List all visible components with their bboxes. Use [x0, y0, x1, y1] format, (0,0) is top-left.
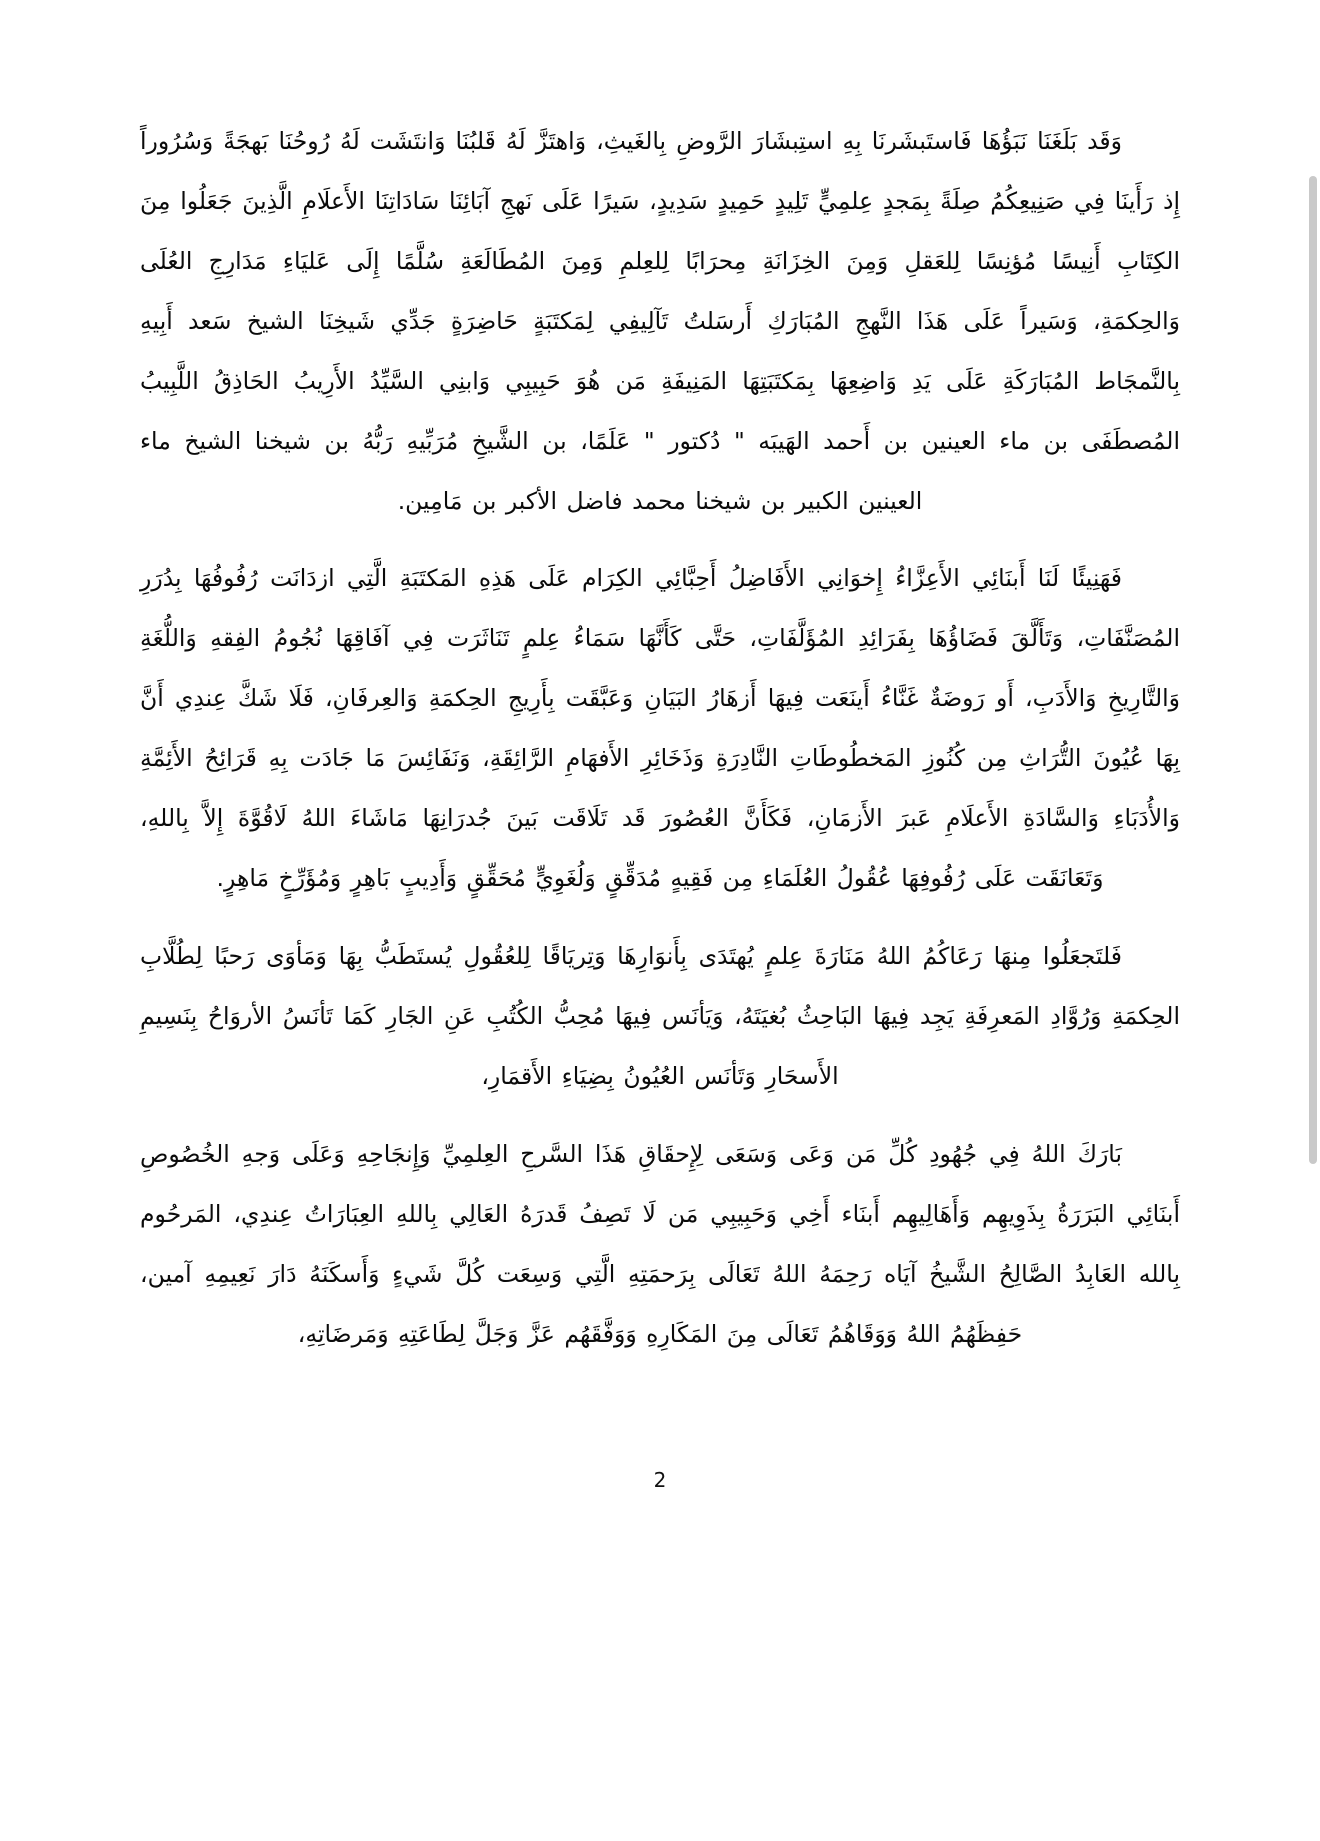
page-number: 2 — [653, 1468, 667, 1492]
vertical-scrollbar[interactable] — [1306, 0, 1320, 1841]
page-body — [140, 112, 1180, 1382]
paragraph-1: وَقَد بَلَغَنَا نَبَؤُهَا فَاستَبشَرنَا بِهِ استِبشَارَ الرَّوضِ بِالغَيثِ، وَاهتَزَّ لَهُ قَلبُنَا وَانتَشَت لَهُ رُوحُنَا بَهجَةً وَسُرُوراً إِذ رَأَينَا فِي صَنِيعِكُمُ صِلَةً بِمَجدٍ عِلمِيٍّ تَلِيدٍ حَمِيدٍ سَدِيدٍ، سَيرًا عَلَى نَهجِ آبَائِنَا سَادَاتِنَا الأَعلَامِ الَّذِينَ جَعَلُوا مِنَ الكِتَابِ أَنِيسًا مُؤنِسًا لِلعَقلِ وَمِنَ الخِزَانَةِ مِحرَابًا لِلعِلمِ وَمِنَ المُطَالَعَةِ سُلَّمًا إِلَى عَليَاءِ مَدَارِجِ العُلَى وَالحِكمَةِ، وَسَيراً عَلَى هَذَا النَّهجِ المُبَارَكِ أَرسَلتُ تَآلِيفِي لِمَكتَبَةٍ حَاضِرَةٍ جَدِّي شَيخِنَا الشيخ سَعد أَبِيهِ بِالنَّمجَاط المُبَارَكَةِ عَلَى يَدِ وَاضِعِهَا بِمَكتَبَتِهَا المَنِيفَةِ مَن هُوَ حَبِيبِي وَابنِي السَّيِّدُ الأَرِيبُ الحَاذِقُ اللَّبِيبُ المُصطَفَى بن ماء العينين بن أَحمد الهَيبَه " دُكتور " عَلَمًا، بن الشَّيخِ مُرَبِّيهِ رَبُّهُ بن شيخنا الشيخ ماء العينين الكبير بن شيخنا محمد فاضل الأكبر بن مَامِين. — [140, 127, 1180, 515]
scrollbar-thumb[interactable] — [1309, 176, 1317, 1164]
paragraph-3: فَلتَجعَلُوا مِنهَا رَعَاكُمُ اللهُ مَنَارَةَ عِلمٍ يُهتَدَى بِأَنوَارِهَا وَتِريَاقًا لِلعُقُولِ يُستَطَبُّ بِهَا وَمَأوَى رَحبًا لِطُلَّابِ الحِكمَةِ وَرُوَّادِ المَعرِفَةِ يَجِد فِيهَا البَاحِثُ بُغيَتَهُ، وَيَأنَس فِيهَا مُحِبُّ الكُتُبِ عَنِ الجَارِ كَمَا تَأنَسُ الأروَاحُ بِنَسِيمِ الأَسحَارِ وَتَأنَس العُيُونُ بِضِيَاءِ الأَقمَارِ، — [140, 941, 1180, 1090]
paragraph-4: بَارَكَ اللهُ فِي جُهُودِ كُلِّ مَن وَعَى وَسَعَى لِإِحقَاقِ هَذَا السَّرحِ العِلمِيِّ وَإِنجَاحِهِ وَعَلَى وَجهِ الخُصُوصِ أَبنَائِي البَرَرَةُ بِذَوِيهِم وَأَهَالِيهِم أَبنَاء أَخِي وَحَبِيبِي مَن لَا تَصِفُ قَدرَهُ العَالِي بِاللهِ العِبَارَاتُ عِندِي، المَرحُوم بِالله العَابِدُ الصَّالِحُ الشَّيخُ آيَاه رَحِمَهُ اللهُ تَعَالَى بِرَحمَتِهِ الَّتِي وَسِعَت كُلَّ شَيءٍ وَأَسكَنَهُ دَارَ نَعِيمِهِ آمين، حَفِظَهُمُ اللهُ وَوَقَاهُمُ تَعَالَى مِنَ المَكَارِهِ وَوَفَّقَهُم عَزَّ وَجَلَّ لِطَاعَتِهِ وَمَرضَاتِهِ، — [140, 1139, 1180, 1348]
paragraph-2: فَهَنِيئًا لَنَا أَبنَائِي الأَعِزَّاءُ إِخوَانِي الأَفَاضِلُ أَحِبَّائِي الكِرَام عَلَى هَذِهِ المَكتَبَةِ الَّتِي ازدَانَت رُفُوفُهَا بِدُرَرِ المُصَنَّفَاتِ، وَتَأَلَّقَ فَضَاؤُهَا بِفَرَائِدِ المُؤَلَّفَاتِ، حَتَّى كَأَنَّهَا سَمَاءُ عِلمٍ تَنَاثَرَت فِي آفَاقِهَا نُجُومُ الفِقهِ وَاللُّغَةِ وَالتَّارِيخِ وَالأَدَبِ، أَو رَوضَةٌ غَنَّاءُ أَينَعَت فِيهَا أَزهَارُ البَيَانِ وَعَبَّقَت بِأَرِيجِ الحِكمَةِ وَالعِرفَانِ، فَلَا شَكَّ عِندِي أَنَّ بِهَا عُيُونَ التُّرَاثِ مِن كُنُوزِ المَخطُوطَاتِ النَّادِرَةِ وَذَخَائِرِ الأَفهَامِ الرَّائِقَةِ، وَنَفَائِسَ مَا جَادَت بِهِ قَرَائِحُ الأَئِمَّةِ وَالأُدَبَاءِ وَالسَّادَةِ الأَعلَامِ عَبرَ الأَزمَانِ، فَكَأَنَّ العُصُورَ قَد تَلَاقَت بَينَ جُدرَانِهَا مَاشَاءَ اللهُ لَاقُوَّةَ إِلاَّ بِاللهِ، وَتَعَانَقَت عَلَى رُفُوفِهَا عُقُولُ العُلَمَاءِ مِن فَقِيهٍ مُدَقِّقٍ وَلُغَوِيٍّ مُحَقِّقٍ وَأَدِيبٍ بَاهِرٍ وَمُؤَرِّخٍ مَاهِرٍ. — [140, 564, 1180, 893]
